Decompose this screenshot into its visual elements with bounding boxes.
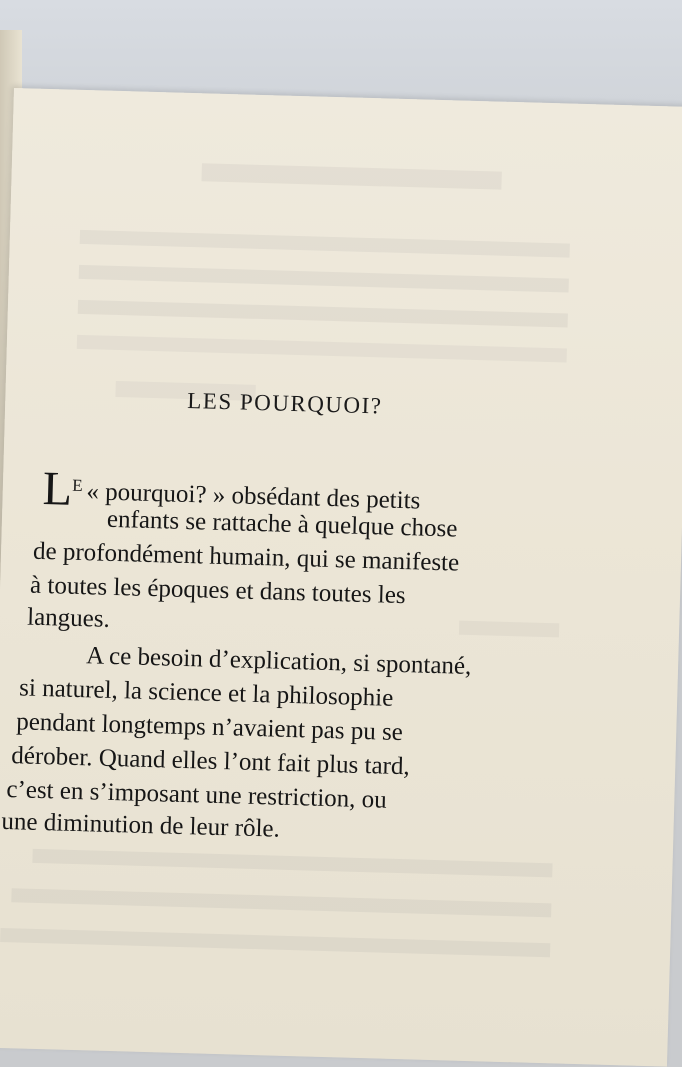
paragraph-line: dérober. Quand elles l’ont fait plus tard,	[10, 742, 411, 781]
bleed-through-mark	[77, 335, 567, 363]
bleed-through-mark	[459, 621, 559, 638]
paragraph-line: si naturel, la science et la philosophie	[18, 674, 394, 712]
bleed-through-mark	[11, 888, 551, 917]
paragraph-line: de profondément humain, qui se manifeste	[32, 537, 460, 577]
paragraph-line: pendant longtemps n’avaient pas pu se	[15, 708, 404, 747]
bleed-through-mark	[80, 230, 570, 258]
paragraph-line: A ce besoin d’explication, si spontané,	[85, 642, 472, 680]
paragraph-line: langues.	[26, 603, 111, 633]
book-page	[0, 88, 682, 1067]
bleed-through-mark	[78, 300, 568, 328]
drop-cap: L	[42, 461, 73, 516]
bleed-through-mark	[0, 928, 550, 957]
bleed-through-mark	[79, 265, 569, 293]
paragraph-line: à toutes les époques et dans toutes les	[29, 571, 406, 610]
chapter-title: LES POURQUOI?	[186, 387, 383, 419]
bleed-through-mark	[201, 163, 501, 189]
line-text: « pourquoi? » obsédant des petits	[86, 478, 421, 515]
paragraph-line: une diminution de leur rôle.	[1, 807, 281, 843]
paragraph-line: c’est en s’imposant une restriction, ou	[6, 776, 388, 814]
paragraph-line: enfants se rattache à quelque chose	[106, 505, 458, 543]
bleed-through-mark	[32, 849, 552, 878]
small-cap: E	[71, 475, 83, 496]
